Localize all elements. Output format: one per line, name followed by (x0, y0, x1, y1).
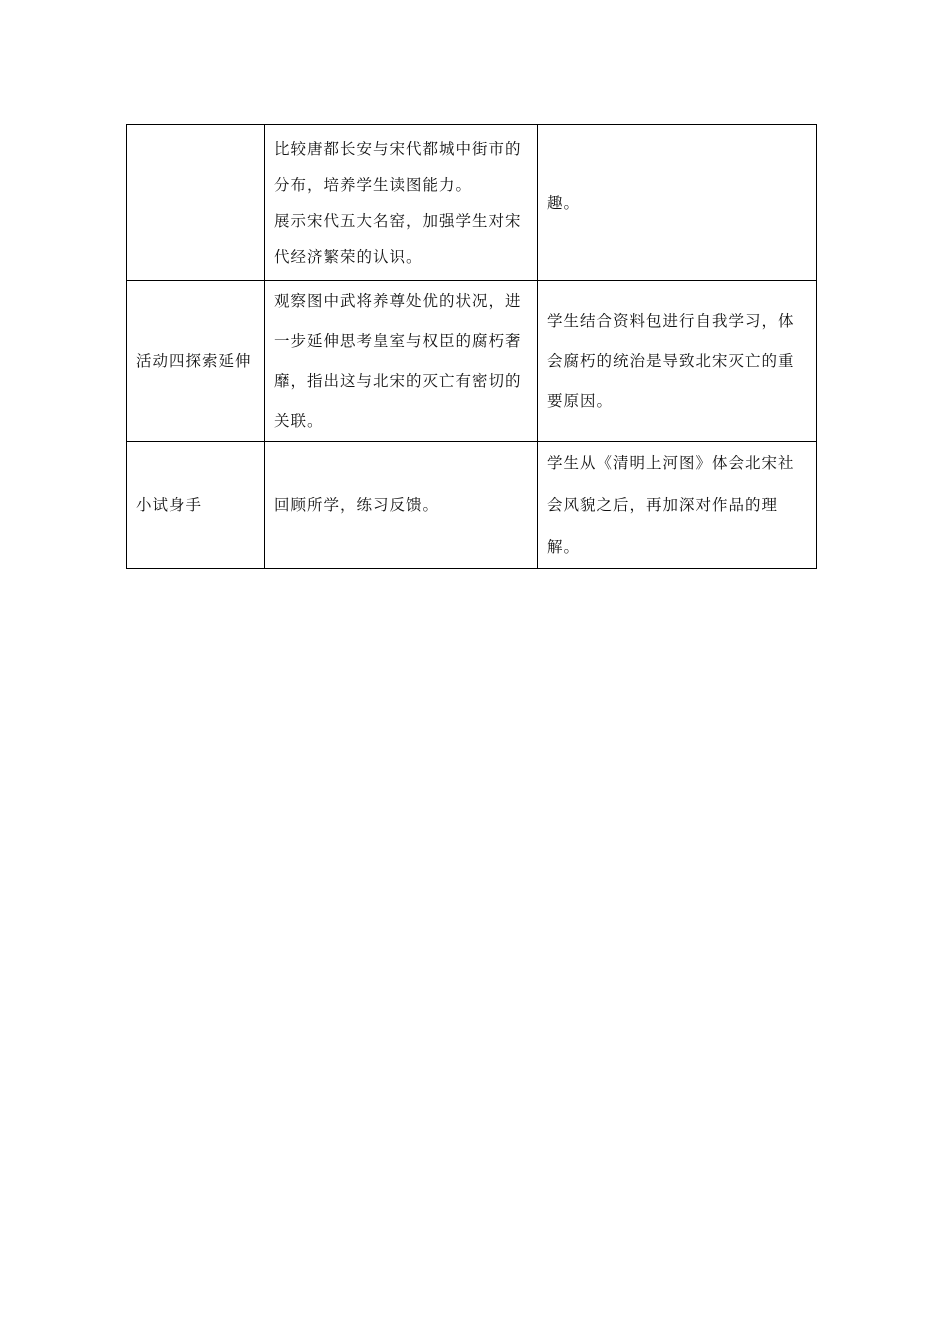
student-activity-cell: 学生结合资料包进行自我学习，体会腐朽的统治是导致北宋灭亡的重要原因。 (538, 281, 817, 442)
teacher-activity-cell (265, 125, 538, 281)
lesson-plan-table (126, 124, 817, 569)
activity-cell: 小试身手 (127, 442, 265, 569)
table-row (127, 125, 817, 281)
table-row (127, 281, 817, 442)
teacher-paragraph: 回顾所学，练习反馈。 (274, 496, 440, 514)
teacher-paragraph: 比较唐都长安与宋代都城中街市的分布，培养学生读图能力。 (274, 139, 522, 194)
teacher-activity-cell (265, 442, 538, 569)
activity-cell (127, 125, 265, 281)
teacher-activity-cell (265, 281, 538, 442)
student-activity-cell: 趣。 (538, 125, 817, 281)
table-row (127, 442, 817, 569)
teacher-paragraph: 展示宋代五大名窑，加强学生对宋代经济繁荣的认识。 (274, 211, 522, 266)
teacher-paragraph: 观察图中武将养尊处优的状况，进一步延伸思考皇室与权臣的腐朽奢靡，指出这与北宋的灭亡有密切的关联。 (274, 292, 522, 430)
student-activity-cell: 学生从《清明上河图》体会北宋社会风貌之后，再加深对作品的理解。 (538, 442, 817, 569)
activity-cell: 活动四探索延伸 (127, 281, 265, 442)
